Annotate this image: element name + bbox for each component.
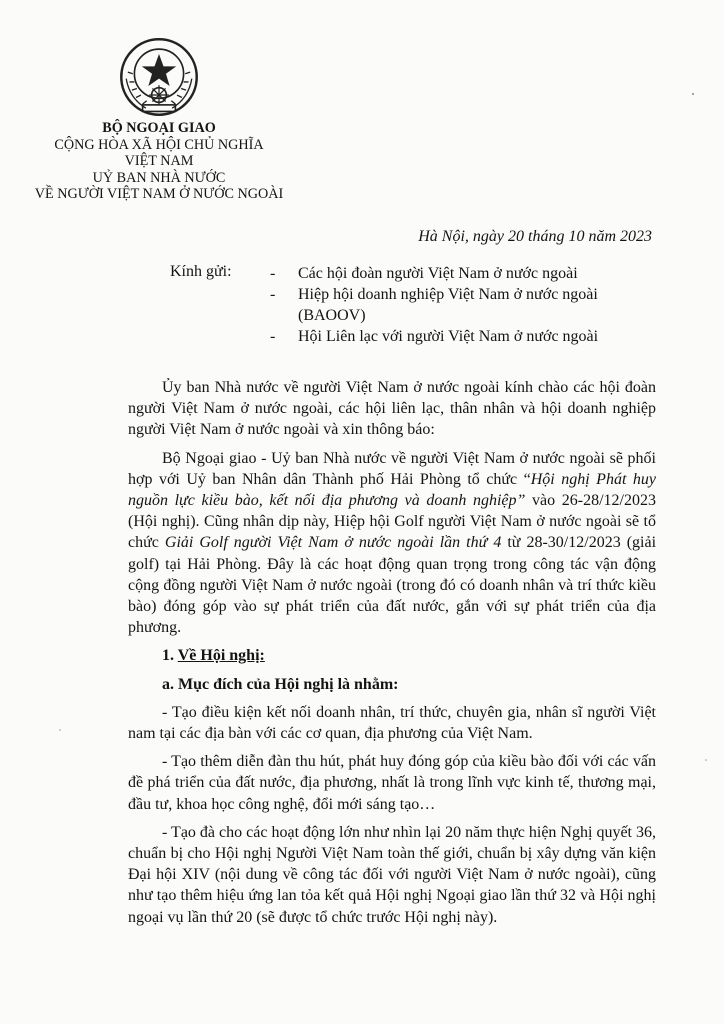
document-date: Hà Nội, ngày 20 tháng 10 năm 2023 (418, 228, 652, 245)
agency-header (30, 120, 288, 203)
ministry-name: BỘ NGOẠI GIAO (102, 120, 216, 136)
bullet-paragraph: - Tạo đà cho các hoạt động lớn như nhìn lại 20 năm thực hiện Nghị quyết 36, chuẩn bị cho Hội nghị Người Việt Nam toàn thế giới, chuẩn bị xây dựng văn kiện Đại hội XIV (nội dung về công tác đối với người Việt Nam ở nước ngoài), cũng như tạo thêm hiệu ứng lan tỏa kết quả Hội nghị Ngoại giao lần thứ 32 và Hội nghị ngoại vụ lần thứ 20 (sẽ được tổ chức trước Hội nghị này). (128, 823, 656, 926)
header-line: CỘNG HÒA XÃ HỘI CHỦ NGHĨA (54, 136, 264, 153)
header-line: VIỆT NAM (124, 153, 194, 170)
recipient-item: - Hội Liên lạc với người Việt Nam ở nước ngoài (270, 328, 599, 345)
intro-paragraph: Ủy ban Nhà nước về người Việt Nam ở nước ngoài kính chào các hội đoàn người Việt Nam ở nước ngoài, các hội liên lạc, thân nhân và hội doanh nghiệp người Việt Nam ở nước ngoài và xin thông báo: (128, 379, 656, 439)
subsection-heading: a. Mục đích của Hội nghị là nhằm: (162, 675, 399, 693)
recipients-list (270, 263, 630, 347)
header-line: UỶ BAN NHÀ NƯỚC (92, 169, 226, 186)
recipient-item: - Các hội đoàn người Việt Nam ở nước ngoài (270, 265, 578, 282)
bullet-paragraph: - Tạo thêm diễn đàn thu hút, phát huy đóng góp của kiều bào đối với các vấn đề phá triển của đất nước, địa phương, nhất là trong lĩnh vực kinh tế, thương mại, đầu tư, khoa học công nghệ, đổi mới sáng tạo… (128, 753, 656, 813)
letter-body (128, 377, 656, 935)
section-heading: 1. Về Hội nghị: (162, 647, 265, 665)
main-paragraph: Bộ Ngoại giao - Uỷ ban Nhà nước về người Việt Nam ở nước ngoài sẽ phối hợp với Uỷ ban Nhân dân Thành phố Hải Phòng tổ chức “Hội nghị Phát huy nguồn lực kiều bào, kết nối địa phương và doanh nghiệp” vào 26-28/12/2023 (Hội nghị). Cũng nhân dịp này, Hiệp hội Golf người Việt Nam ở nước ngoài sẽ tổ chức Giải Golf người Việt Nam ở nước ngoài lần thứ 4 từ 28-30/12/2023 (giải golf) tại Hải Phòng. Đây là các hoạt động quan trọng trong công tác vận động cộng đồng người Việt Nam ở nước ngoài (trong đó có doanh nhân và trí thức kiều bào) đóng góp vào sự phát triển của đất nước, gắn với sự phát triển của địa phương. (128, 449, 657, 637)
recipient-item: - Hiệp hội doanh nghiệp Việt Nam ở nước ngoài (BAOOV) (270, 286, 598, 324)
header-line: VỀ NGƯỜI VIỆT NAM Ở NƯỚC NGOÀI (34, 186, 284, 203)
national-emblem-icon (118, 36, 200, 118)
bullet-paragraph: - Tạo điều kiện kết nối doanh nhân, trí thức, chuyên gia, nhân sĩ người Việt nam tại các địa bàn với các cơ quan, địa phương của Việt Nam. (128, 703, 656, 743)
recipients-label: Kính gửi: (170, 263, 232, 280)
